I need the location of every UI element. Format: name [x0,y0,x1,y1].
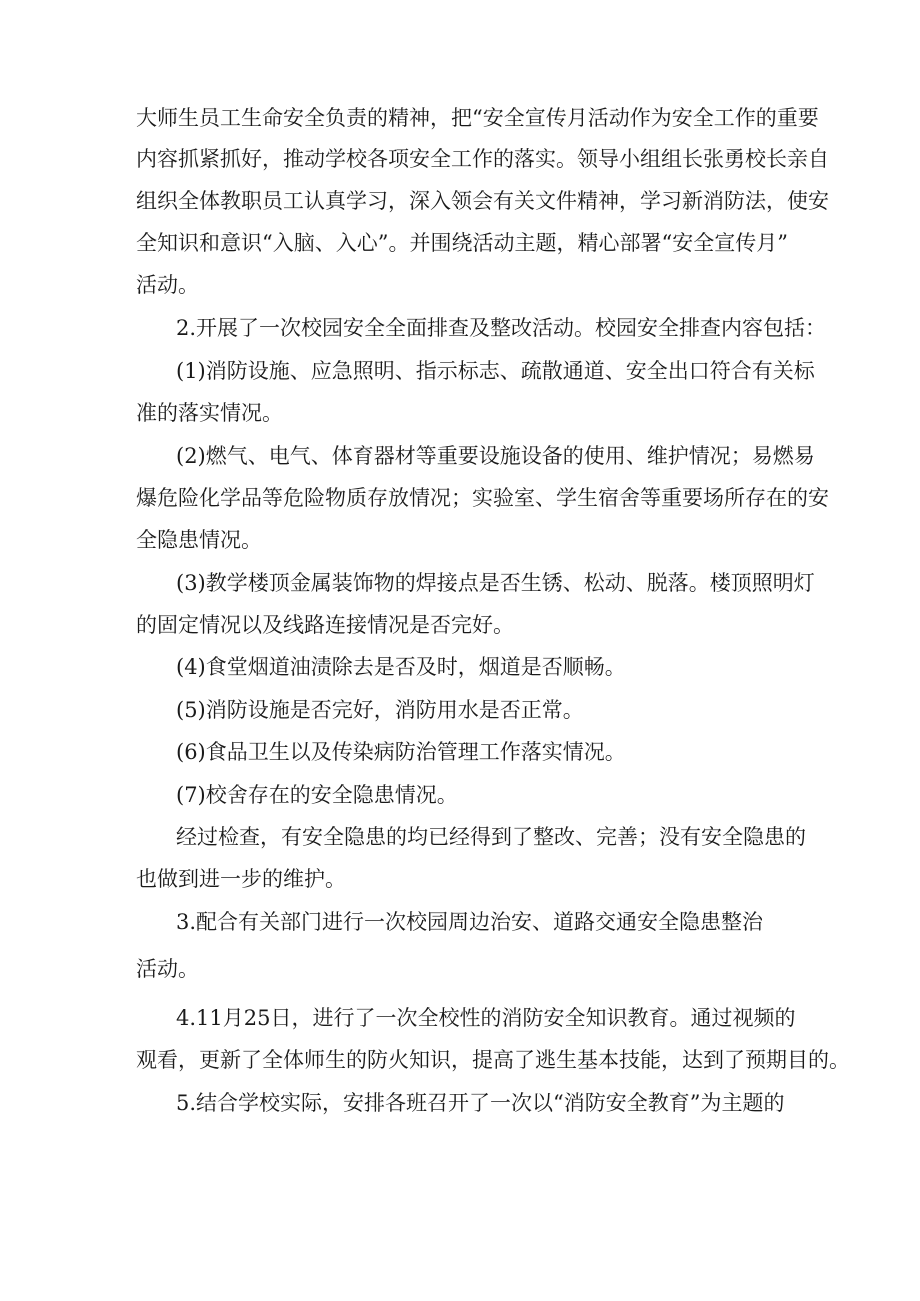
text-line: (2)燃气、电气、体育器材等重要设施设备的使用、维护情况；易燃易 [176,444,815,468]
text-line: 准的落实情况。 [136,401,283,425]
text-line: 的固定情况以及线路连接情况是否完好。 [136,613,514,637]
text-line: 大师生员工生命安全负责的精神，把“安全宣传月活动作为安全工作的重要 [136,106,819,130]
text-line: 内容抓紧抓好，推动学校各项安全工作的落实。领导小组组长张勇校长亲自 [136,147,829,171]
text-line: 观看，更新了全体师生的防火知识，提高了逃生基本技能，达到了预期目的。 [136,1048,850,1072]
text-line: (3)教学楼顶金属装饰物的焊接点是否生锈、松动、脱落。楼顶照明灯 [176,571,815,595]
text-line: 全隐患情况。 [136,528,262,552]
text-line: (4)食堂烟道油渍除去是否及时，烟道是否顺畅。 [176,655,626,679]
text-line: (6)食品卫生以及传染病防治管理工作落实情况。 [176,740,626,764]
text-line: (1)消防设施、应急照明、指示标志、疏散通道、安全出口符合有关标 [176,359,815,383]
text-line: 活动。 [136,957,199,981]
text-line: (5)消防设施是否完好，消防用水是否正常。 [176,698,584,722]
text-line: 5.结合学校实际，安排各班召开了一次以“消防安全教育”为主题的 [176,1091,785,1115]
text-line: 活动。 [136,273,199,297]
text-line: 也做到进一步的维护。 [136,867,346,891]
text-line: 经过检查，有安全隐患的均已经得到了整改、完善；没有安全隐患的 [176,825,806,849]
text-line: 全知识和意识“入脑、入心”。并围绕活动主题，精心部署“安全宣传月” [136,231,788,255]
text-line: 4.11月25日，进行了一次全校性的消防安全知识教育。通过视频的 [176,1006,796,1030]
text-line: 爆危险化学品等危险物质存放情况；实验室、学生宿舍等重要场所存在的安 [136,486,829,510]
text-line: 组织全体教职员工认真学习，深入领会有关文件精神，学习新消防法，使安 [136,189,829,213]
text-line: (7)校舍存在的安全隐患情况。 [176,783,458,807]
text-line: 3.配合有关部门进行一次校园周边治安、道路交通安全隐患整治 [176,910,764,934]
text-line: 2.开展了一次校园安全全面排查及整改活动。校园安全排查内容包括： [176,316,827,340]
